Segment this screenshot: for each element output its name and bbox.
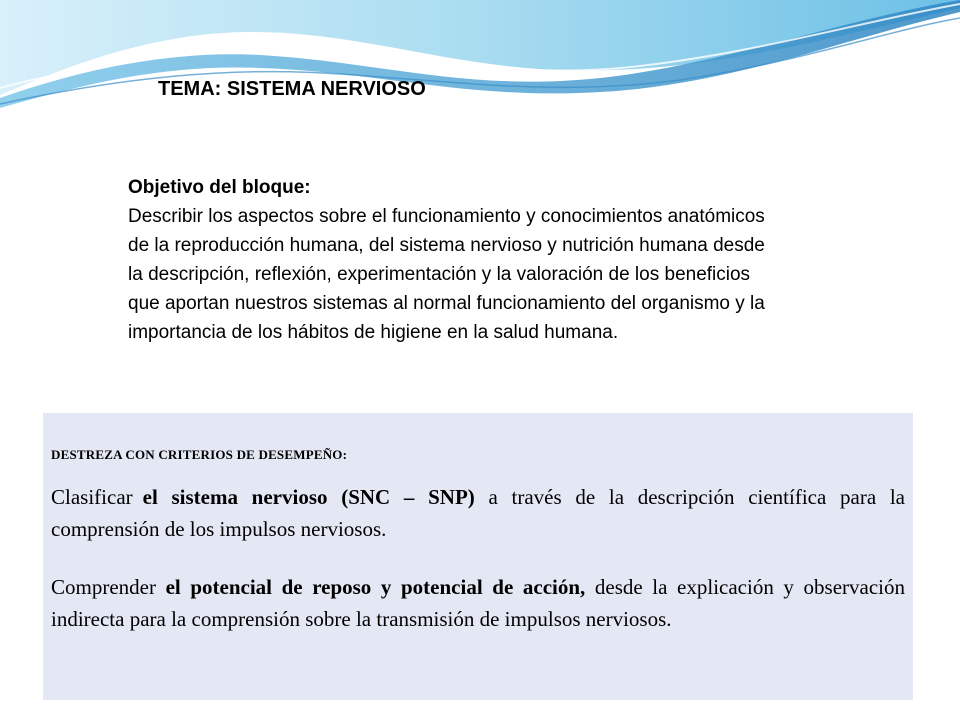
p1-bold: el sistema nervioso (SNC – SNP) <box>142 485 475 509</box>
p2-bold: el potencial de reposo y potencial de acción, <box>165 575 586 599</box>
p1-verb: Clasificar <box>51 485 133 509</box>
objective-block <box>128 173 778 347</box>
decorative-wave-header <box>0 0 960 120</box>
p2-verb: Comprender <box>51 575 166 599</box>
p1-rest: a través de la descripción científica para la comprensión de los impulsos nerviosos. <box>51 485 906 541</box>
objective-heading: Objetivo del bloque: <box>128 177 311 198</box>
destreza-paragraph-2 <box>51 571 905 635</box>
destreza-paragraph-1 <box>51 481 905 545</box>
slide-title: TEMA: SISTEMA NERVIOSO <box>158 78 426 100</box>
p2-rest: desde la explicación y observación indirecta para la comprensión sobre la transmisión de impulsos nerviosos. <box>51 575 905 631</box>
objective-text: Describir los aspectos sobre el funcionamiento y conocimientos anatómicos de la reproducción humana, del sistema nervioso y nutrición humana desde la descripción, reflexión, experimentación y la valoración de los beneficios que aportan nuestros sistemas al normal funcionamiento del organismo y la importancia de los hábitos de higiene en la salud humana. <box>128 206 765 343</box>
destreza-heading: DESTREZA CON CRITERIOS DE DESEMPEÑO: <box>51 447 348 462</box>
destreza-panel <box>43 413 913 700</box>
